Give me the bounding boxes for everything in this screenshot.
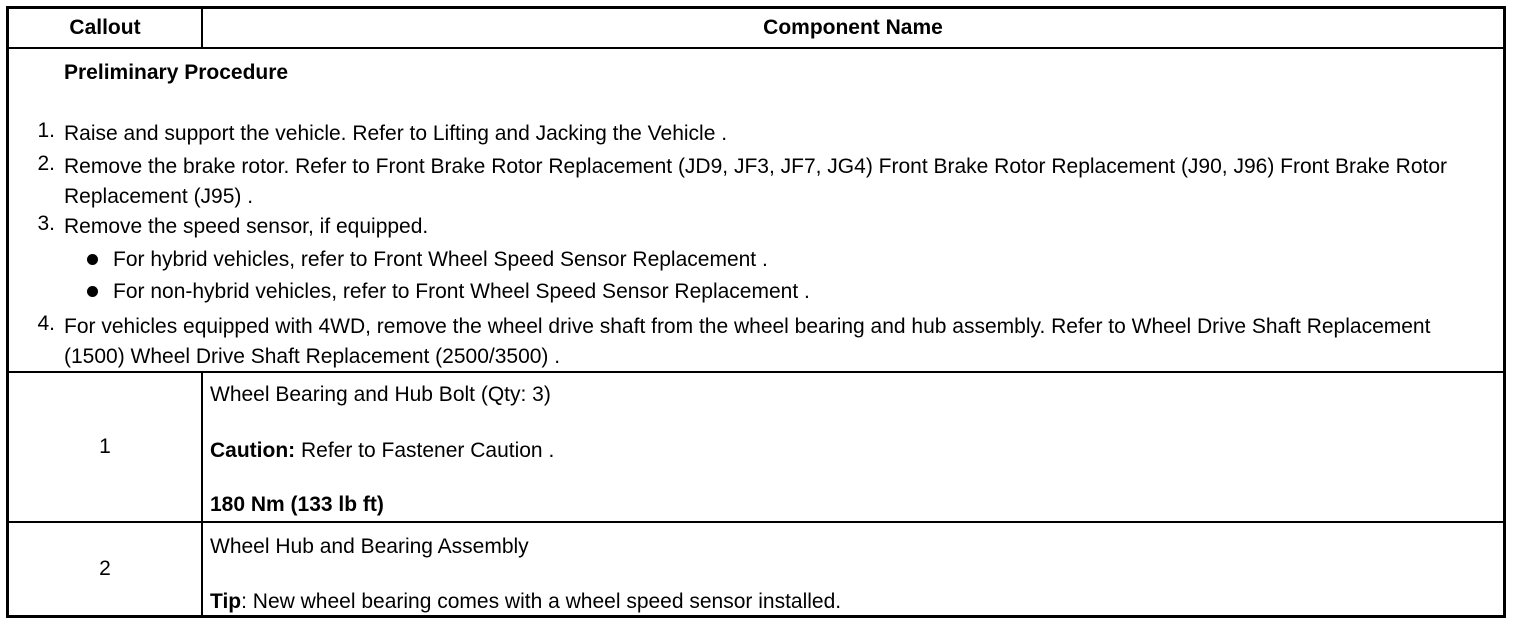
table-row [9, 373, 1503, 523]
preliminary-procedure-title: Preliminary Procedure [64, 61, 289, 84]
step-text: For vehicles equipped with 4WD, remove the wheel drive shaft from the wheel bearing and hub assembly. Refer to Wheel Drive Shaft Replacement (1500) Wheel Drive Shaft Replacement (2500/3500) . [64, 315, 1431, 368]
caution-note [210, 439, 554, 463]
component-cell [203, 373, 1503, 521]
step-text: Remove the speed sensor, if equipped. [64, 215, 429, 238]
note-text: Refer to Fastener Caution . [295, 439, 555, 462]
callout-column-header: Callout [9, 9, 203, 47]
step-number: 2. [37, 152, 55, 175]
bullet-text: For non-hybrid vehicles, refer to Front Wheel Speed Sensor Replacement . [113, 280, 810, 303]
bullet-icon [87, 286, 98, 297]
procedure-table [6, 6, 1506, 618]
note-label: Caution: [210, 439, 296, 462]
component-name: Wheel Hub and Bearing Assembly [210, 535, 529, 558]
step-number: 4. [37, 312, 55, 335]
preliminary-procedure [9, 49, 1503, 373]
step-number: 3. [37, 212, 55, 235]
note-label: Tip [210, 590, 242, 613]
callout-cell: 2 [9, 523, 203, 615]
component-cell [203, 523, 1503, 615]
component-name-column-header: Component Name [763, 16, 943, 39]
step-text: Remove the brake rotor. Refer to Front Brake Rotor Replacement (JD9, JF3, JF7, JG4) Front Brake Rotor Replacement (J90, J96) Front Brake Rotor Replacement (J95) . [64, 155, 1448, 208]
note-text: : New wheel bearing comes with a wheel speed sensor installed. [241, 590, 842, 613]
torque-spec: 180 Nm (133 lb ft) [210, 493, 384, 516]
component-name: Wheel Bearing and Hub Bolt (Qty: 3) [210, 383, 551, 406]
callout-cell: 1 [9, 373, 203, 521]
step-number: 1. [37, 119, 55, 142]
table-row [9, 523, 1503, 615]
table-header [9, 9, 1503, 49]
tip-note [210, 590, 841, 614]
bullet-text: For hybrid vehicles, refer to Front Wheel Speed Sensor Replacement . [113, 248, 768, 271]
step-text: Raise and support the vehicle. Refer to Lifting and Jacking the Vehicle . [64, 122, 728, 145]
bullet-icon [87, 254, 98, 265]
